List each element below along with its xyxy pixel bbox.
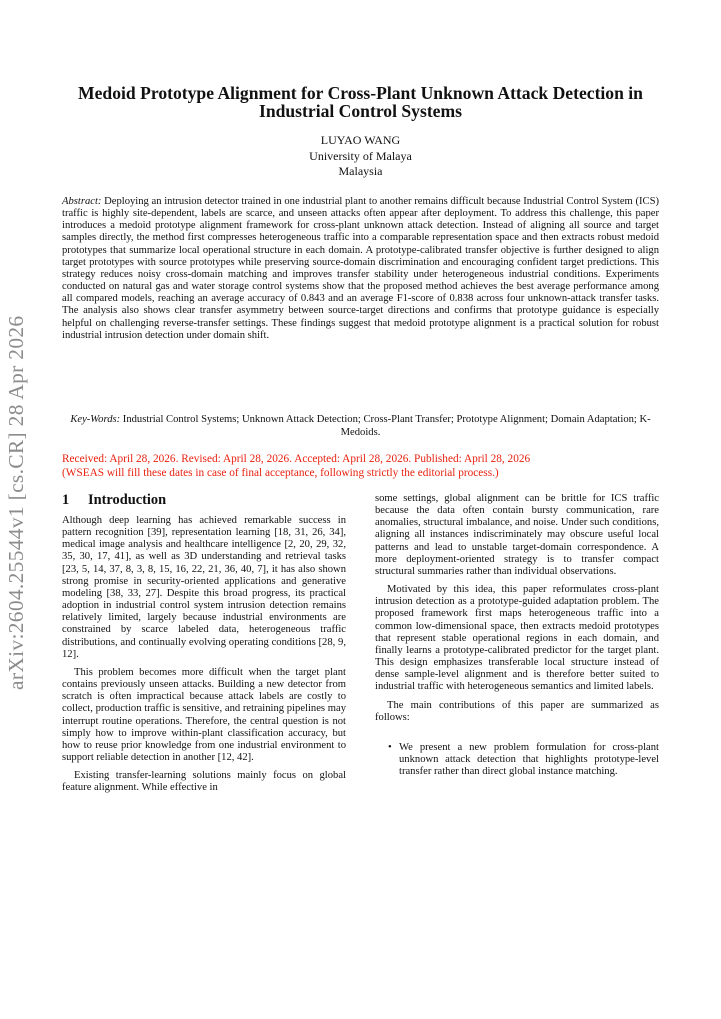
- arxiv-identifier: arXiv:2604.25544v1 [cs.CR] 28 Apr 2026: [4, 315, 28, 690]
- publication-dates: [62, 453, 659, 480]
- bullet-icon: •: [388, 741, 392, 753]
- paper-title: Medoid Prototype Alignment for Cross-Plant Unknown Attack Detection in Industrial Control Systems: [78, 83, 643, 121]
- paragraph: The main contributions of this paper are summarized as follows:: [375, 699, 659, 723]
- abstract: [62, 196, 659, 342]
- author-country: Malaysia: [338, 164, 383, 178]
- section-number: 1: [62, 492, 70, 508]
- dates-line: Received: April 28, 2026. Revised: April 28, 2026. Accepted: April 28, 2026. Published: April 28, 2026: [62, 453, 531, 465]
- paragraph: some settings, global alignment can be brittle for ICS traffic because the data often contain bursty communication, rare anomalies, structural imbalance, and noise. Under such conditions, aligning all instances indiscriminately may obscure useful local patterns and lead to unstable target-domain correspondence. A more deployment-oriented strategy is to transfer compact structural summaries rather than individual observations.: [375, 493, 659, 577]
- paragraph: Motivated by this idea, this paper reformulates cross-plant intrusion detection as a prototype-guided adaptation problem. The proposed framework first maps heterogeneous traffic into a common low-dimensional space, then extracts medoid prototypes that represent stable operational regions in each domain, and finally learns a prototype-calibrated predictor for the target plant. This design emphasizes transferable local structure instead of dense sample-level alignment and is therefore better suited to industrial traffic with heterogeneous semantics and limited labels.: [375, 584, 659, 693]
- keywords-label: Key-Words:: [70, 414, 121, 425]
- section-heading: [62, 492, 346, 509]
- keywords: [62, 414, 659, 440]
- list-item: [375, 742, 659, 778]
- author-block: [60, 133, 661, 180]
- paragraph: This problem becomes more difficult when the target plant contains previously unseen attacks. Building a new detector from scratch is often impractical because attack labels are costly to collect, production traffic is sensitive, and retraining pipelines may interrupt routine operations. Therefore, the central question is not simply how to improve within-plant classification accuracy, but how to reuse prior knowledge from one industrial environment to support reliable detection in another [12, 42].: [62, 666, 346, 763]
- paragraph: Existing transfer-learning solutions mainly focus on global feature alignment. While effective in: [62, 770, 346, 794]
- section-title: Introduction: [88, 492, 167, 508]
- list-item-text: We present a new problem formulation for cross-plant unknown attack detection that highlights prototype-level transfer rather than direct global instance matching.: [399, 741, 659, 778]
- contribution-list: [375, 742, 659, 778]
- left-column: [62, 492, 346, 794]
- right-column: [375, 493, 659, 778]
- abstract-text: Deploying an intrusion detector trained in one industrial plant to another remains difficult because Industrial Control System (ICS) traffic is highly site-dependent, labels are scarce, and unseen attacks often appear after deployment. To address this challenge, this paper introduces a medoid prototype alignment framework for cross-plant unknown attack detection. Instead of aligning all source and target samples directly, the method first compresses heterogeneous traffic into a comparable representation space and then extracts robust medoid prototypes that summarize local operational structure in each domain. A prototype-calibrated transfer objective is further designed to align target prototypes with source prototypes while preserving source-domain discrimination and encouraging confident target predictions. This strategy reduces noisy cross-domain matching and improves transfer stability under heterogeneous industrial conditions. Experiments conducted on natural gas and water storage control systems show that the proposed method achieves the best average performance among all compared models, reaching an average accuracy of 0.843 and an average F1-score of 0.838 across four unknown-attack transfer tasks. The analysis also shows clear transfer asymmetry between source-target directions and confirms that prototype guidance is especially helpful on challenging reverse-transfer settings. These findings suggest that medoid prototype alignment is a practical solution for robust industrial intrusion detection under domain shift.: [62, 196, 659, 341]
- keywords-text: Industrial Control Systems; Unknown Attack Detection; Cross-Plant Transfer; Prototype Alignment; Domain Adaptation; K-Medoids.: [122, 414, 651, 438]
- dates-note: (WSEAS will fill these dates in case of final acceptance, following strictly the editorial process.): [62, 466, 499, 479]
- paragraph: Although deep learning has achieved remarkable success in pattern recognition [39], representation learning [18, 31, 26, 34], medical image analysis and healthcare intelligence [2, 20, 29, 32, 35, 30, 17, 41], as well as 3D understanding and retrieval tasks [23, 5, 14, 37, 8, 3, 8, 15, 16, 22, 21, 36, 40, 7], it has also shown strong promise in security-oriented applications and generative modeling [38, 33, 27]. Despite this broad progress, its practical adoption in industrial control system intrusion detection remains relatively limited, largely because industrial environments are constrained by scarce labeled data, heterogeneous traffic distributions, and continually evolving operating conditions [28, 9, 12].: [62, 515, 346, 660]
- author-affiliation: University of Malaya: [309, 148, 412, 163]
- author-name: LUYAO WANG: [320, 133, 401, 147]
- abstract-label: Abstract:: [62, 196, 102, 207]
